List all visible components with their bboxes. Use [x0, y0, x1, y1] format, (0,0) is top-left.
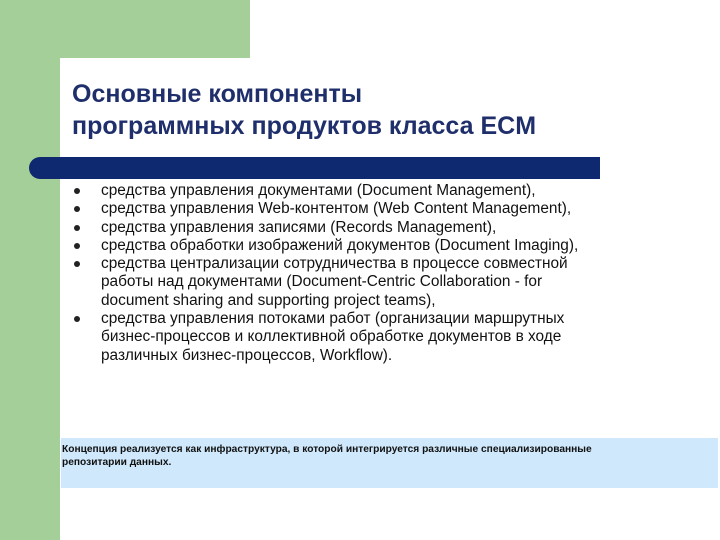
concept-note-line-1: Концепция реализуется как инфраструктура, в которой интегрируется различные специализированные: [62, 444, 592, 455]
bullet-item: [72, 255, 682, 310]
title-divider-bar: [40, 157, 600, 179]
bullet-item: [72, 219, 682, 237]
green-decor-left: [0, 0, 60, 540]
bullet-line: средства обработки изображений документов (Document Imaging),: [101, 236, 579, 254]
bullet-item: [72, 182, 682, 200]
concept-note-box: [61, 438, 718, 488]
bullet-item: [72, 310, 682, 365]
bullet-line: различных бизнес-процессов, Workflow).: [101, 346, 393, 364]
bullet-dot-icon: [74, 316, 80, 322]
bullet-line: работы над документами (Document-Centric Collaboration - for: [101, 273, 543, 291]
bullet-line: средства управления записями (Records Management),: [101, 218, 497, 236]
bullet-dot-icon: [74, 243, 80, 249]
slide-title: [72, 78, 692, 142]
bullet-dot-icon: [74, 206, 80, 212]
bullet-item: [72, 200, 682, 218]
bullet-line: средства централизации сотрудничества в процессе совместной: [101, 255, 568, 273]
concept-note-line-2: репозитарии данных.: [62, 457, 172, 468]
bullet-line: document sharing and supporting project teams),: [101, 291, 436, 309]
bullet-dot-icon: [74, 225, 80, 231]
bullet-dot-icon: [74, 261, 80, 267]
bullet-line: средства управления Web-контентом (Web Content Management),: [101, 200, 572, 218]
bullet-item: [72, 237, 682, 255]
bullet-line: средства управления потоками работ (организации маршрутных: [101, 310, 565, 328]
bullet-line: средства управления документами (Document Management),: [101, 182, 536, 199]
bullet-list: [72, 182, 682, 365]
bullet-line: бизнес-процессов и коллективной обработке документов в ходе: [101, 328, 562, 346]
bullet-dot-icon: [74, 188, 80, 194]
slide-title-line-1: Основные компоненты: [72, 80, 363, 108]
slide-title-line-2: программных продуктов класса ECM: [72, 112, 537, 140]
